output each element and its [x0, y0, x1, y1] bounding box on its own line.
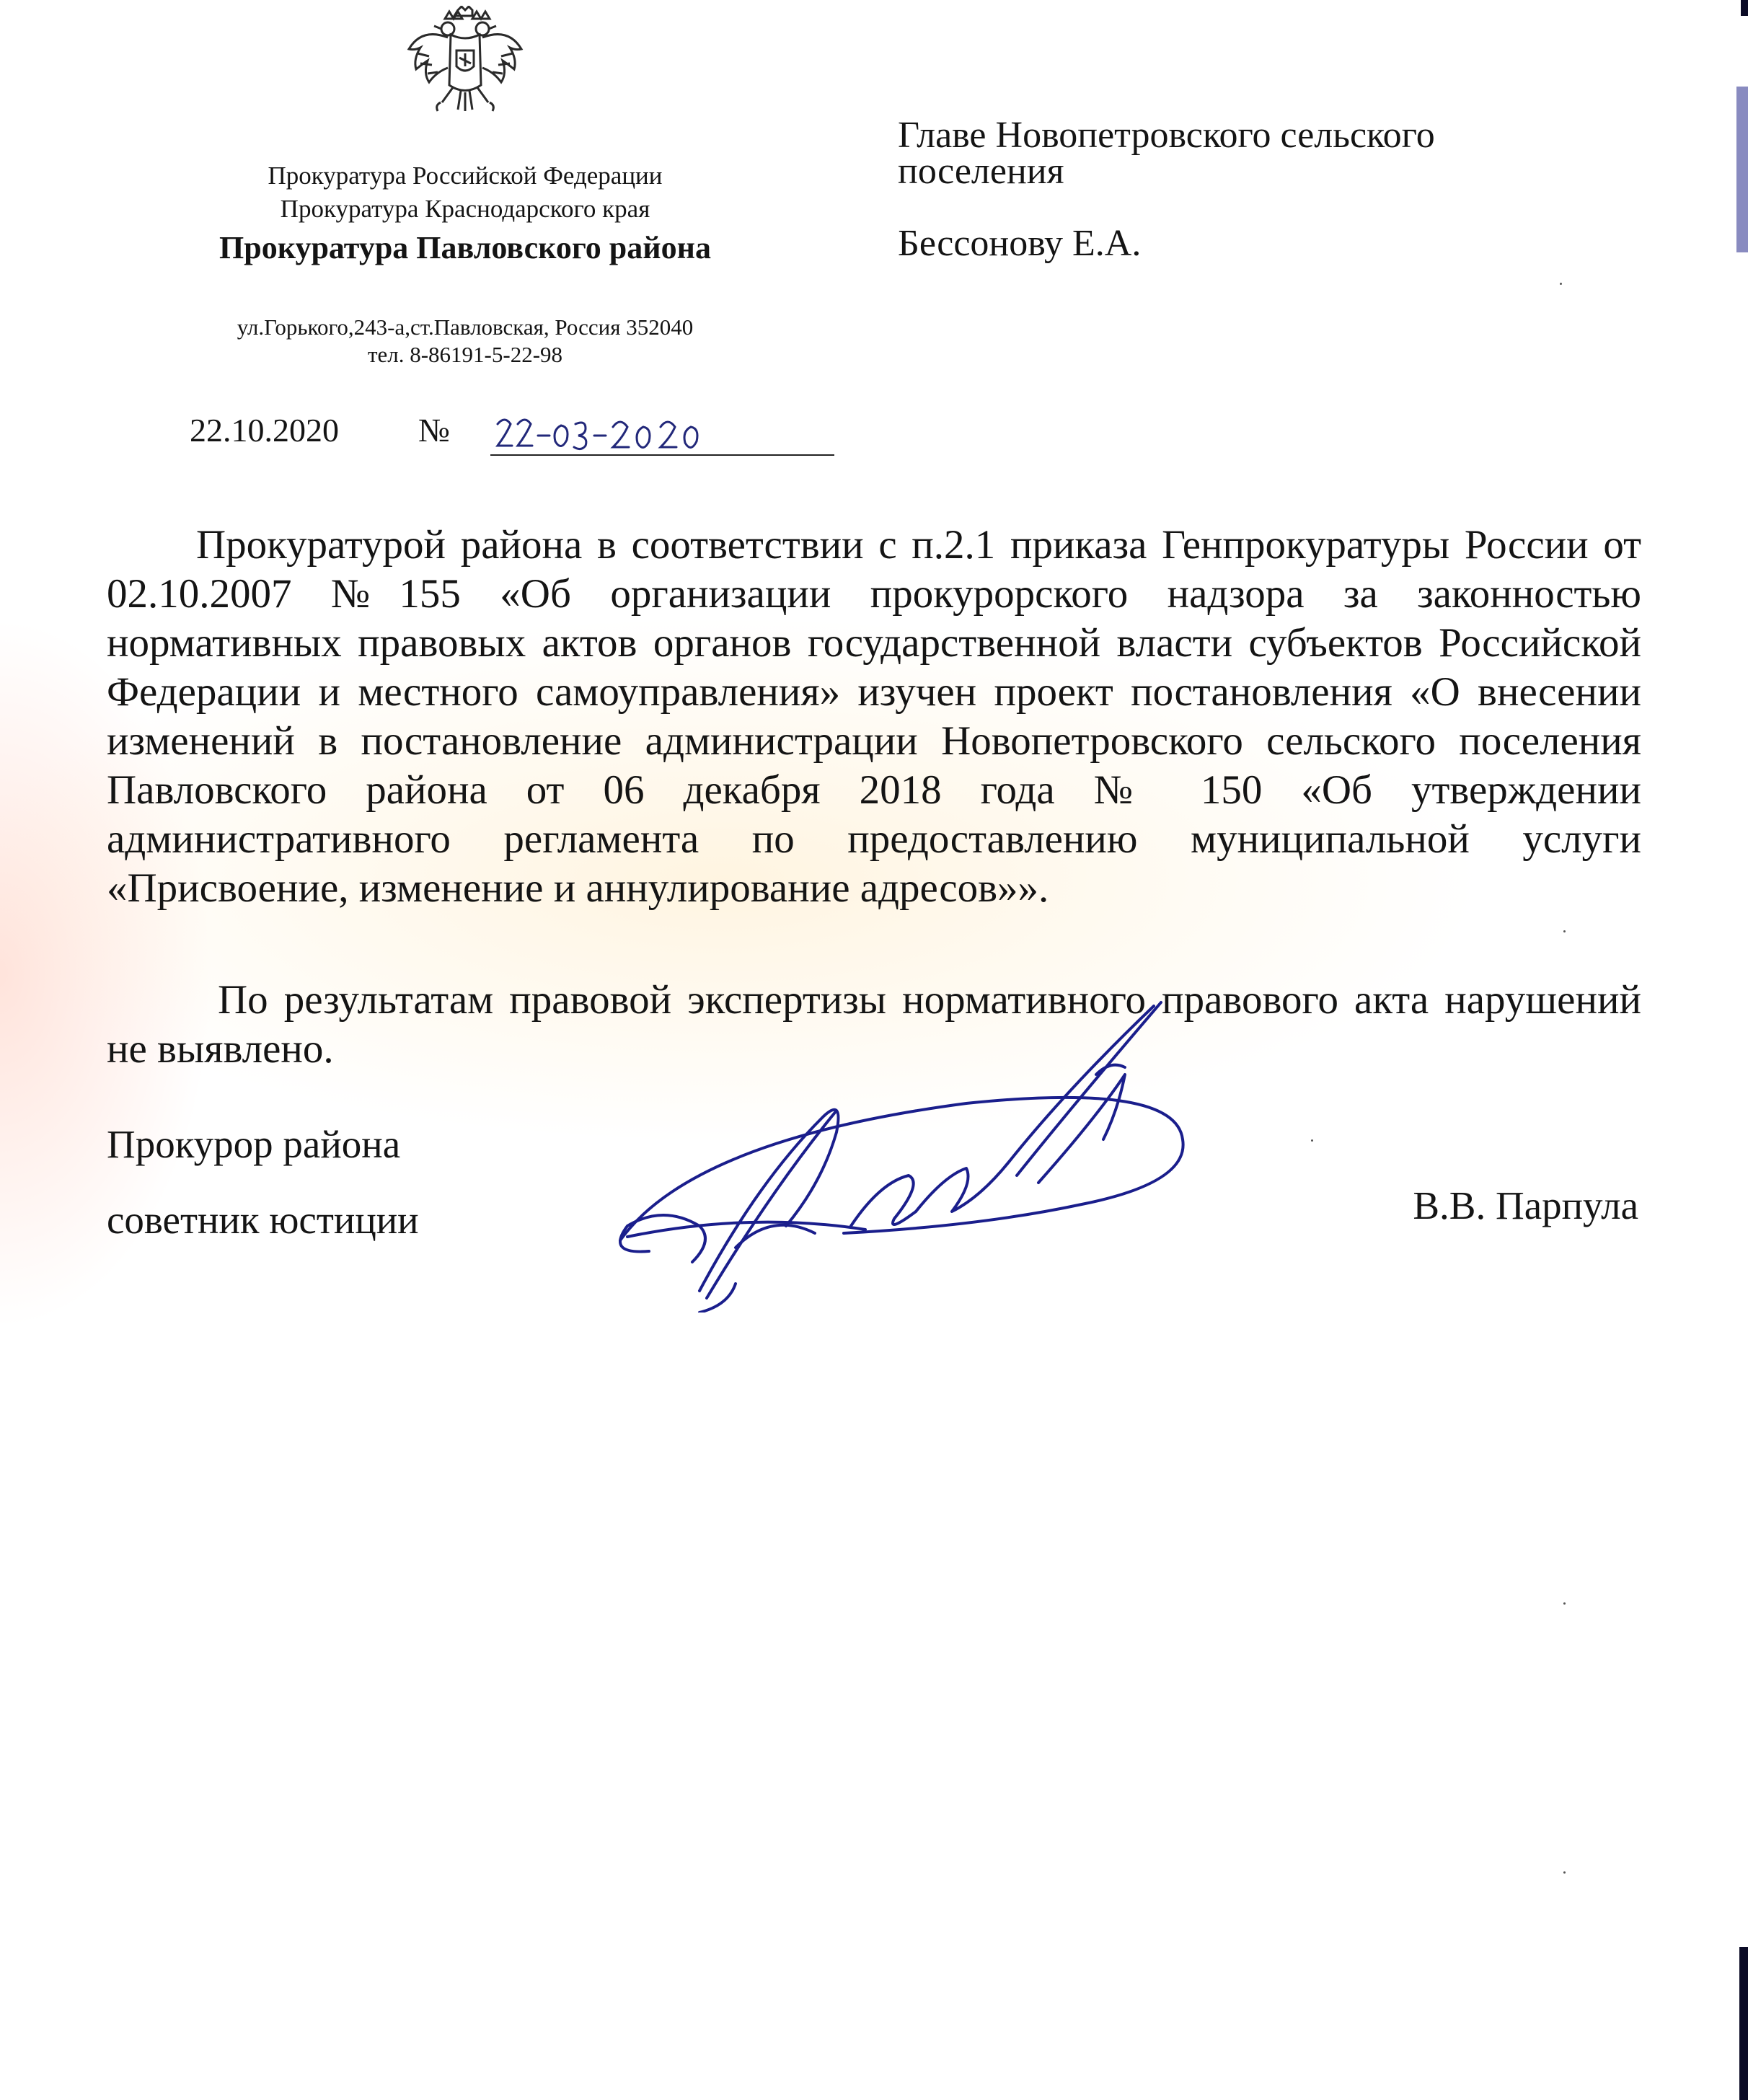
org-line-federation: Прокуратура Российской Федерации — [268, 162, 663, 190]
signer-role: Прокурор района — [107, 1122, 401, 1166]
signer-name: В.В. Парпула — [1413, 1183, 1638, 1227]
signer-rank: советник юстиции — [107, 1198, 419, 1242]
scan-edge-mark — [1739, 1947, 1748, 2100]
org-line-region: Прокуратура Краснодарского края — [280, 195, 650, 223]
handwritten-signature — [606, 995, 1211, 1312]
scan-speck — [1311, 1139, 1313, 1142]
addressee-line2: поселения — [898, 151, 1064, 192]
addressee-name: Бессонову Е.А. — [898, 223, 1142, 264]
scan-edge-mark — [1736, 87, 1748, 252]
number-sign: № — [418, 412, 450, 449]
body-paragraph-2: По результатам правовой экспертизы нормативного правового акта нарушений не выявлено. — [107, 977, 1641, 1072]
document-date: 22.10.2020 — [190, 412, 339, 449]
org-address: ул.Горького,243-а,ст.Павловская, Россия 352040 — [237, 314, 694, 340]
scan-speck — [1563, 1871, 1566, 1874]
org-title: Прокуратура Павловского района — [219, 230, 711, 265]
addressee-line1: Главе Новопетровского сельского — [898, 115, 1435, 156]
scan-edge-mark — [1741, 0, 1748, 16]
scan-speck — [1563, 1602, 1566, 1605]
handwritten-number — [490, 408, 750, 459]
scan-speck — [1563, 930, 1566, 932]
scan-speck — [1560, 283, 1562, 285]
body-paragraph-1: Прокуратурой района в соответствии с п.2.1 приказа Генпрокуратуры России от 02.10.2007 №155 «Об организации прокурорского надзора за законностью нормативных правовых актов органов государственной власти субъектов Российской Федерации и местного самоуправления» изучен проект постановления «О внесении изменений в постановление администрации Новопетровского сельского поселения Павловского района от 06 декабря 2018 года № 150 «Об утверждении административного регламента по предоставлению муниципальной услуги «Присвоение, изменение и аннулирование адресов»». — [107, 522, 1641, 911]
org-phone: тел. 8-86191-5-22-98 — [367, 342, 563, 367]
coat-of-arms-icon — [400, 6, 530, 114]
